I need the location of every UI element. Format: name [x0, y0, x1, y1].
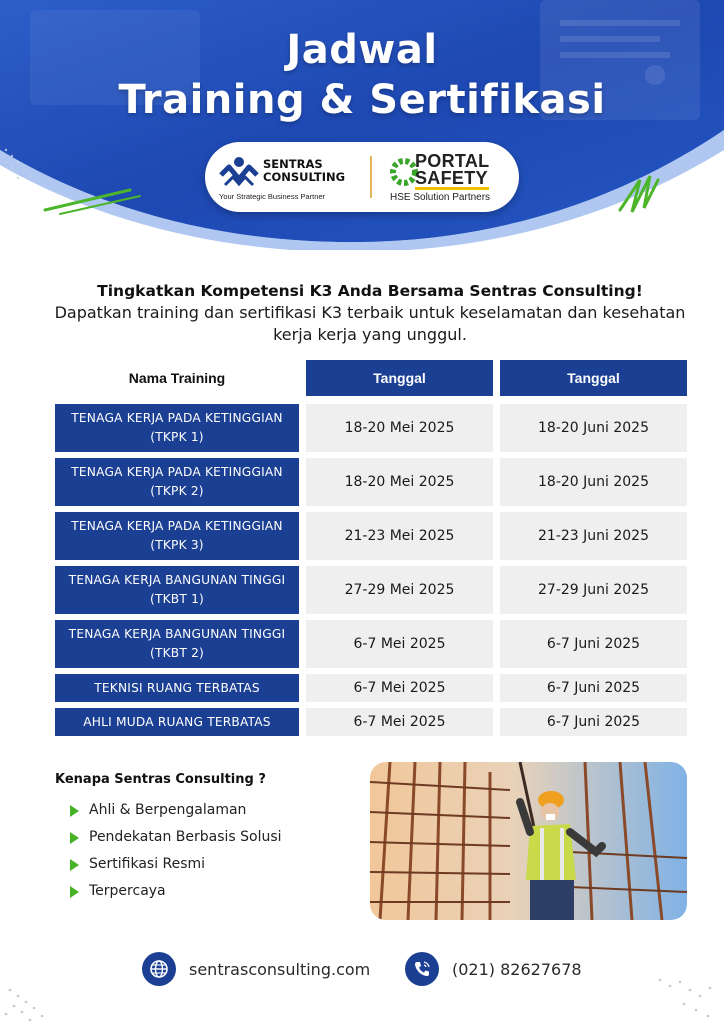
table-row: [55, 404, 687, 452]
logo-divider: [370, 156, 372, 198]
why-list: [55, 797, 355, 905]
column-header-date-2: Tanggal: [500, 360, 687, 396]
table-row: [55, 674, 687, 702]
portal-safety-logo-tagline: HSE Solution Partners: [390, 192, 491, 203]
column-header-training-name: Nama Training: [128, 370, 226, 386]
date-cell-may: 18-20 Mei 2025: [306, 404, 493, 452]
triangle-bullet-icon: [70, 886, 79, 898]
table-row: [55, 512, 687, 560]
triangle-bullet-icon: [70, 859, 79, 871]
training-name-cell: TENAGA KERJA PADA KETINGGIAN (TKPK 1): [55, 404, 299, 452]
sentras-logo-name: SENTRAS CONSULTING: [263, 157, 346, 184]
intro-headline: Tingkatkan Kompetensi K3 Anda Bersama Sentras Consulting!: [97, 282, 643, 300]
training-name-cell: AHLI MUDA RUANG TERBATAS: [55, 708, 299, 736]
date-cell-june: 6-7 Juni 2025: [500, 620, 687, 668]
header-banner: [0, 0, 724, 250]
construction-worker-image: [370, 762, 687, 920]
date-cell-may: 21-23 Mei 2025: [306, 512, 493, 560]
table-row: [55, 708, 687, 736]
training-name-cell: TENAGA KERJA BANGUNAN TINGGI (TKBT 2): [55, 620, 299, 668]
table-row: [55, 566, 687, 614]
date-cell-june: 21-23 Juni 2025: [500, 512, 687, 560]
phone-text[interactable]: (021) 82627678: [452, 959, 582, 979]
sentras-logo-icon: [219, 155, 259, 189]
training-name-cell: TENAGA KERJA PADA KETINGGIAN (TKPK 2): [55, 458, 299, 506]
date-cell-june: 6-7 Juni 2025: [500, 708, 687, 736]
phone-icon: [405, 952, 439, 986]
decorative-dots: [0, 960, 90, 1024]
decorative-dots: [640, 960, 724, 1024]
date-cell-june: 18-20 Juni 2025: [500, 404, 687, 452]
triangle-bullet-icon: [70, 832, 79, 844]
table-row: [55, 458, 687, 506]
date-cell-may: 6-7 Mei 2025: [306, 708, 493, 736]
date-cell-may: 18-20 Mei 2025: [306, 458, 493, 506]
list-item: Pendekatan Berbasis Solusi: [55, 824, 355, 851]
title-line-1: Jadwal: [286, 27, 438, 73]
training-name-cell: TEKNISI RUANG TERBATAS: [55, 674, 299, 702]
portal-safety-logo-name: PORTAL SAFETY: [415, 151, 490, 188]
website-text[interactable]: sentrasconsulting.com: [189, 959, 371, 979]
intro-section: [40, 280, 700, 346]
globe-icon: [142, 952, 176, 986]
sentras-logo-tagline: Your Strategic Business Partner: [219, 192, 326, 201]
phone-contact[interactable]: [405, 952, 582, 986]
date-cell-may: 27-29 Mei 2025: [306, 566, 493, 614]
table-row: [55, 620, 687, 668]
date-cell-june: 18-20 Juni 2025: [500, 458, 687, 506]
training-name-cell: TENAGA KERJA PADA KETINGGIAN (TKPK 3): [55, 512, 299, 560]
date-cell-june: 27-29 Juni 2025: [500, 566, 687, 614]
date-cell-may: 6-7 Mei 2025: [306, 620, 493, 668]
column-header-date-1: Tanggal: [306, 360, 493, 396]
list-item: Ahli & Berpengalaman: [55, 797, 355, 824]
training-name-cell: TENAGA KERJA BANGUNAN TINGGI (TKBT 1): [55, 566, 299, 614]
why-section: [55, 772, 355, 905]
date-cell-may: 6-7 Mei 2025: [306, 674, 493, 702]
triangle-bullet-icon: [70, 805, 79, 817]
list-item: Sertifikasi Resmi: [55, 851, 355, 878]
title-line-2: Training & Sertifikasi: [118, 77, 606, 123]
website-contact[interactable]: [142, 952, 370, 986]
intro-body: Dapatkan training dan sertifikasi K3 terbaik untuk keselamatan dan kesehatan kerja kerja yang unggul.: [54, 303, 686, 344]
list-item: Terpercaya: [55, 878, 355, 905]
why-title: Kenapa Sentras Consulting ?: [55, 772, 266, 787]
worker-photo: [370, 762, 687, 920]
page-title: [0, 26, 724, 126]
date-cell-june: 6-7 Juni 2025: [500, 674, 687, 702]
partner-logos: [205, 142, 519, 212]
